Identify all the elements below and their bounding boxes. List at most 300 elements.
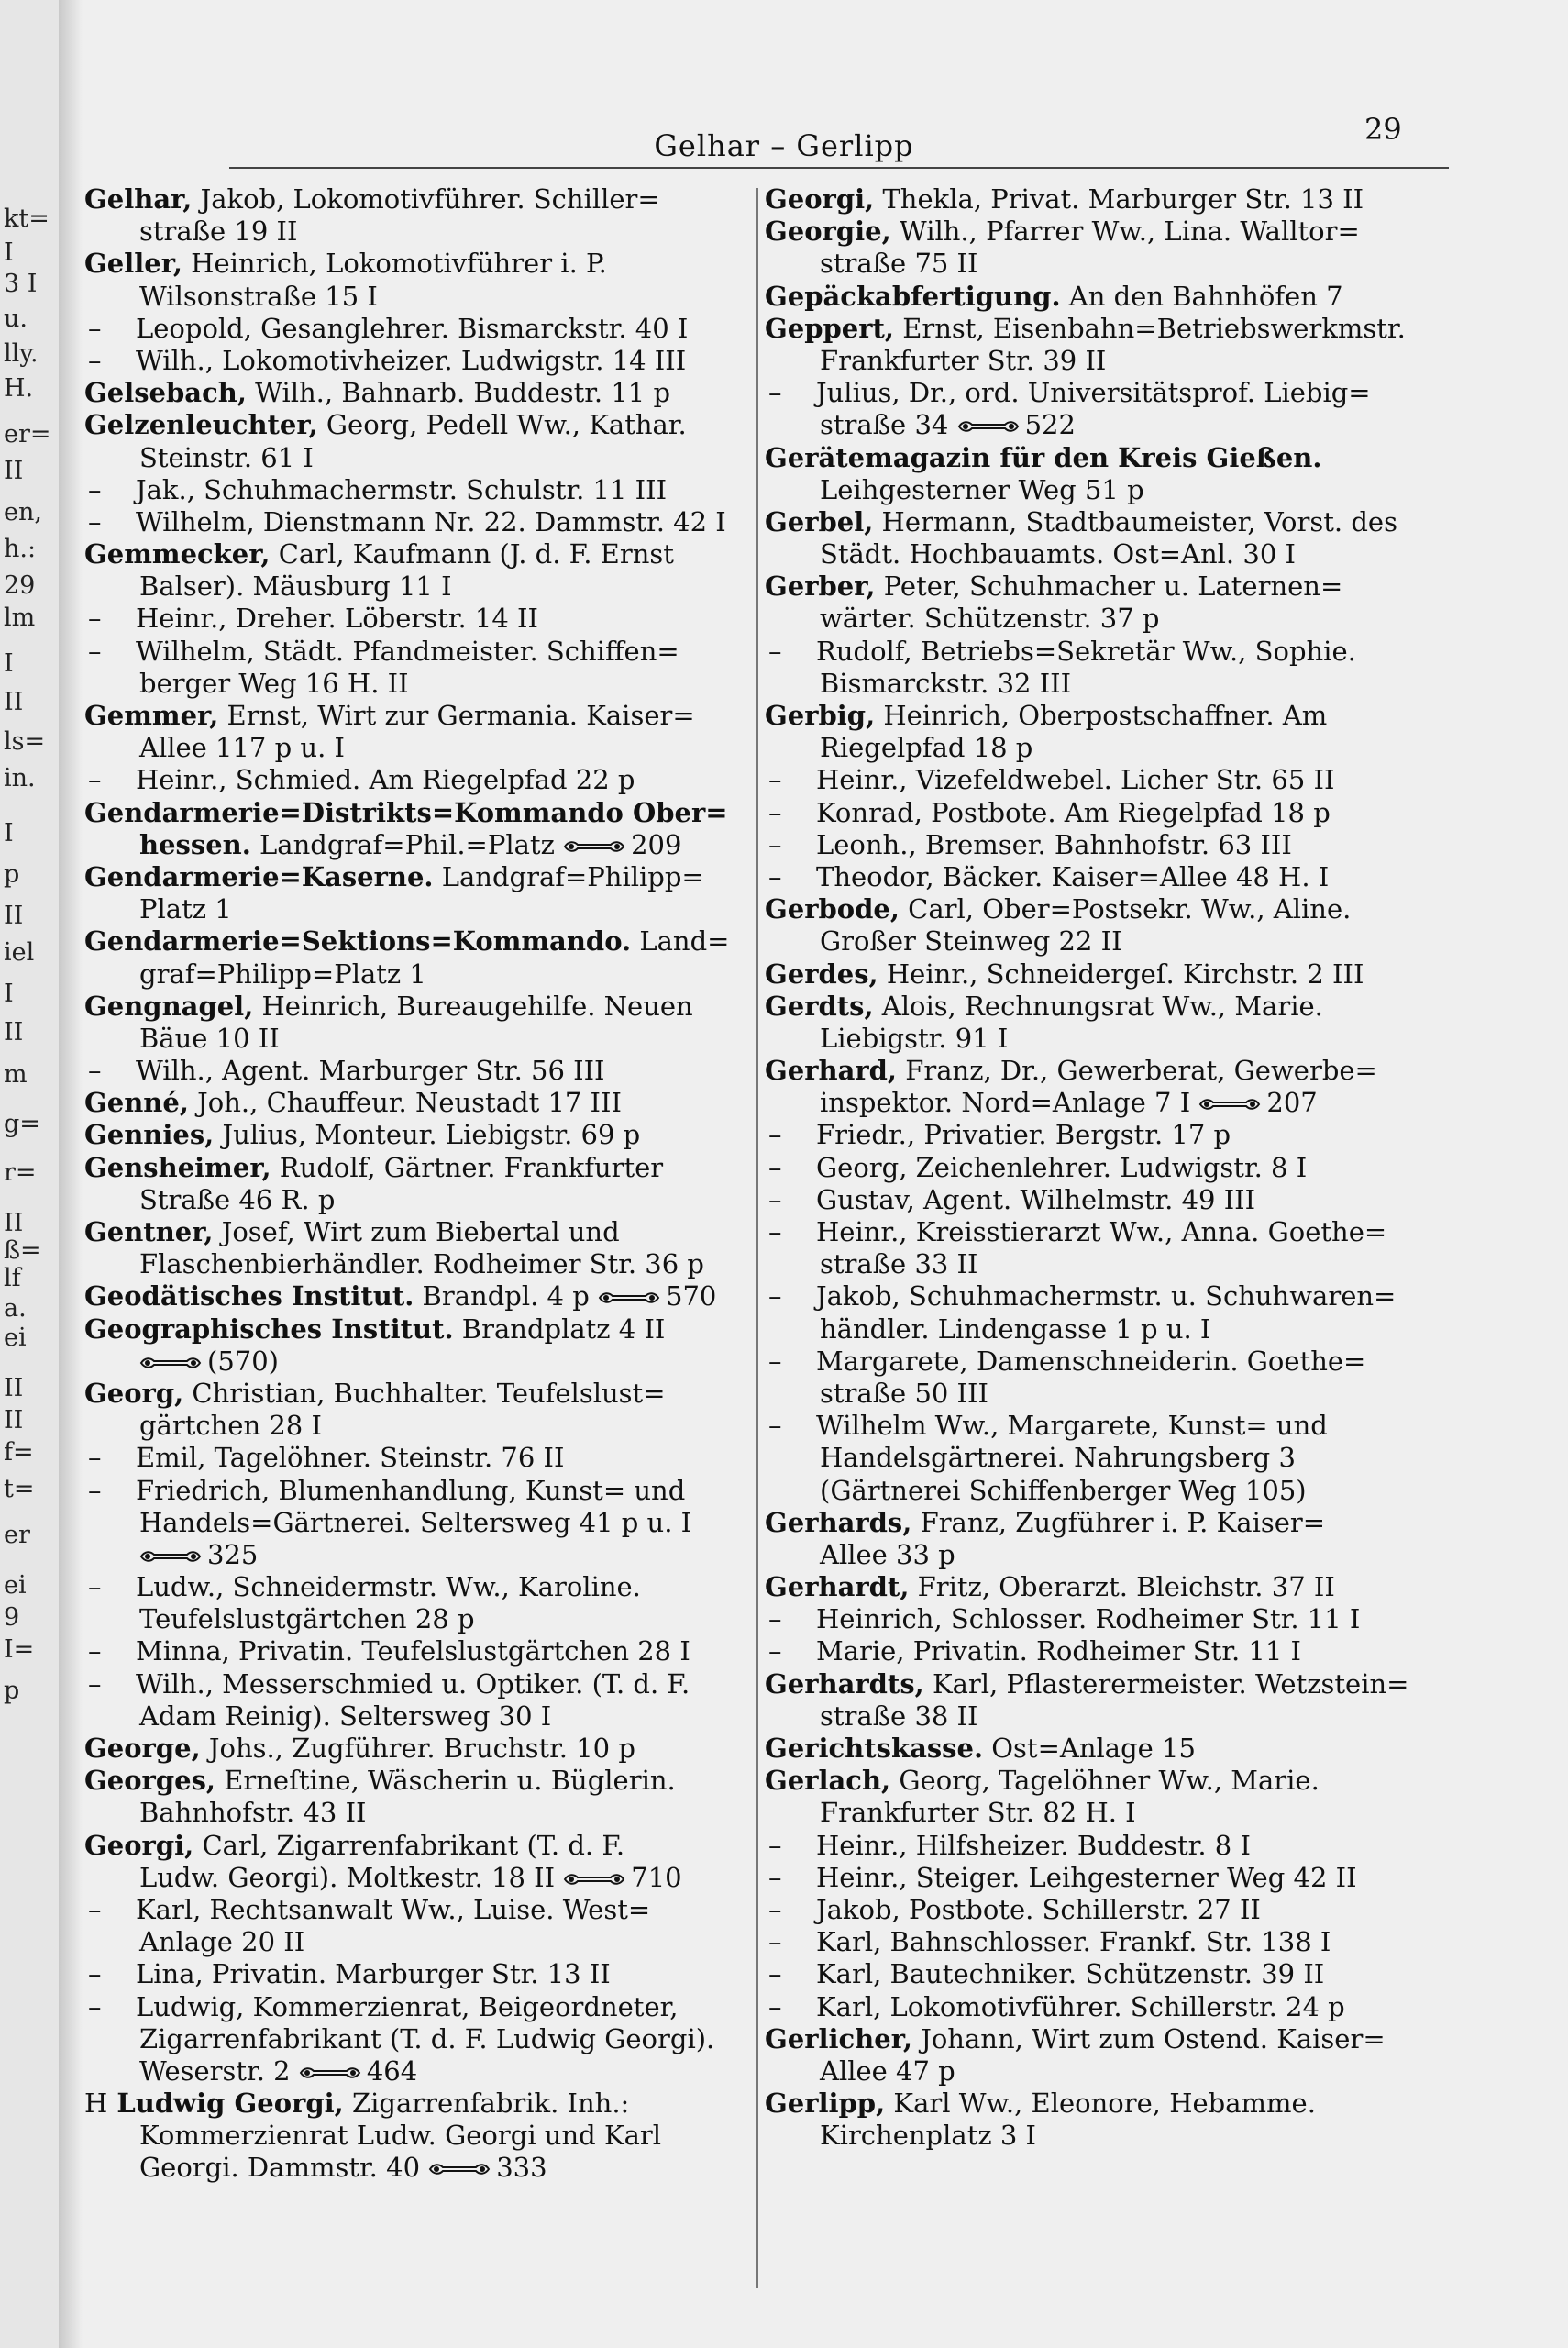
sub-entry-line xyxy=(765,764,1440,796)
directory-entry xyxy=(84,861,740,893)
repeat-dash: – xyxy=(768,1410,782,1442)
sub-entry-line xyxy=(765,797,1440,829)
phone-number: 209 xyxy=(631,828,682,860)
continuation-line xyxy=(765,1700,1440,1733)
entry-text: Heinrich, Bureaugehilfe. Neuen xyxy=(253,990,693,1022)
directory-entry xyxy=(765,958,1440,991)
previous-page-fragment: I xyxy=(4,649,14,678)
continuation-line xyxy=(84,1410,740,1442)
repeat-dash: – xyxy=(88,1667,102,1700)
entry-text: Wilh., Pfarrer Ww., Lina. Walltor= xyxy=(890,216,1360,248)
continuation-line xyxy=(84,668,740,700)
previous-page-fragment: I xyxy=(4,819,14,847)
entry-text: Leopold, Gesanglehrer. Bismarckstr. 40 I xyxy=(136,312,689,344)
telephone-icon xyxy=(139,1356,202,1370)
entry-name: hessen. xyxy=(139,828,251,860)
previous-page-fragment: II xyxy=(4,1018,24,1047)
sub-entry-line xyxy=(84,1635,740,1667)
phone-number: 207 xyxy=(1266,1087,1318,1119)
entry-text: Leonh., Bremser. Bahnhofstr. 63 III xyxy=(816,828,1292,860)
entry-text: Friedr., Privatier. Bergstr. 17 p xyxy=(816,1119,1231,1151)
sub-entry-line xyxy=(765,1830,1440,1862)
entry-text: Lina, Privatin. Marburger Str. 13 II xyxy=(136,1958,611,1990)
entry-text: Handels=Gärtnerei. Seltersweg 41 p u. I xyxy=(139,1506,692,1538)
entry-text: Fritz, Oberarzt. Bleichstr. 37 II xyxy=(909,1571,1335,1603)
continuation-line xyxy=(765,668,1440,700)
entry-text: Wilhelm, Städt. Pfandmeister. Schiffen= xyxy=(136,635,679,667)
entry-text: Frankfurter Str. 82 H. I xyxy=(820,1797,1136,1829)
sub-entry-line xyxy=(84,1958,740,1990)
repeat-dash: – xyxy=(768,796,782,828)
directory-entry xyxy=(765,570,1440,603)
entry-text: Karl Ww., Eleonore, Hebamme. xyxy=(885,2088,1316,2120)
entry-name: Gerhards, xyxy=(765,1506,912,1538)
entry-name: Gerichtskasse. xyxy=(765,1733,984,1764)
sub-entry-line xyxy=(84,345,740,377)
continuation-line xyxy=(84,1603,740,1635)
directory-entry xyxy=(765,991,1440,1023)
entry-name: Gerhardt, xyxy=(765,1571,910,1603)
directory-entry xyxy=(84,2088,740,2120)
entry-text: Flaschenbierhändler. Rodheimer Str. 36 p xyxy=(139,1248,704,1280)
directory-entry xyxy=(84,1087,740,1119)
directory-entry xyxy=(84,409,740,441)
entry-text: Karl, Rechtsanwalt Ww., Luise. West= xyxy=(136,1893,651,1925)
directory-entry xyxy=(84,1765,740,1797)
previous-page-fragment: kt= xyxy=(4,205,50,233)
entry-text: Zigarrenfabrikant (T. d. F. Ludwig Georgi). xyxy=(139,2022,715,2054)
entry-text: Jak., Schuhmachermstr. Schulstr. 11 III xyxy=(136,473,668,505)
repeat-dash: – xyxy=(88,603,102,635)
entry-name: Gerbode, xyxy=(765,893,900,925)
entry-text: Platz 1 xyxy=(139,893,232,925)
sub-entry-line xyxy=(84,506,740,538)
directory-entry xyxy=(765,2023,1440,2055)
entry-text: Allee 47 p xyxy=(820,2054,955,2087)
previous-page-fragment: f= xyxy=(4,1438,34,1467)
continuation-line xyxy=(765,2055,1440,2088)
previous-page-fragment: er xyxy=(4,1521,30,1549)
entry-text: Hermann, Stadtbaumeister, Vorst. des xyxy=(873,505,1397,537)
repeat-dash: – xyxy=(88,1635,102,1667)
continuation-line xyxy=(84,216,740,248)
sub-entry-line xyxy=(84,474,740,506)
previous-page-fragment: u. xyxy=(4,305,28,333)
continuation-line xyxy=(765,603,1440,635)
sub-entry-line xyxy=(765,1958,1440,1990)
repeat-dash: – xyxy=(88,1442,102,1474)
entry-text: Handelsgärtnerei. Nahrungsberg 3 xyxy=(820,1442,1296,1474)
entry-name: Gelzenleuchter, xyxy=(84,409,318,441)
previous-page-fragment: I= xyxy=(4,1635,35,1664)
previous-page-fragment: H. xyxy=(4,374,34,403)
repeat-dash: – xyxy=(768,828,782,860)
directory-entry xyxy=(84,700,740,732)
directory-entry xyxy=(84,538,740,570)
directory-entry xyxy=(765,442,1440,474)
continuation-line xyxy=(84,1926,740,1958)
entry-text: Heinr., Hilfsheizer. Buddestr. 8 I xyxy=(816,1829,1251,1861)
entry-text: Frankfurter Str. 39 II xyxy=(820,344,1107,376)
entry-text: Ernst, Wirt zur Germania. Kaiser= xyxy=(218,700,695,731)
sub-entry-line xyxy=(765,1862,1440,1894)
entry-text: Heinrich, Oberpostschaffner. Am xyxy=(875,700,1328,731)
entry-name: Gendarmerie=Sektions=Kommando. xyxy=(84,925,632,958)
entry-text: Carl, Kaufmann (J. d. F. Ernst xyxy=(270,538,674,570)
directory-entry xyxy=(84,1830,740,1862)
previous-page-fragment: ei xyxy=(4,1324,27,1352)
continuation-line xyxy=(765,1797,1440,1829)
directory-entry xyxy=(84,1733,740,1765)
directory-entry xyxy=(84,1280,740,1312)
previous-page-fragment: II xyxy=(4,1406,24,1434)
left-column xyxy=(84,183,740,2185)
telephone-icon xyxy=(598,1290,660,1305)
continuation-line xyxy=(765,1023,1440,1055)
continuation-line xyxy=(84,2152,740,2184)
entry-text: Landgraf=Philipp= xyxy=(433,860,704,892)
previous-page-fragment: m xyxy=(4,1060,28,1089)
entry-text: Kommerzienrat Ludw. Georgi und Karl xyxy=(139,2120,662,2152)
entry-text: Theodor, Bäcker. Kaiser=Allee 48 H. I xyxy=(816,860,1330,892)
entry-text: Kirchenplatz 3 I xyxy=(820,2120,1036,2152)
sub-entry-line xyxy=(765,1152,1440,1184)
entry-text: straße 38 II xyxy=(820,1700,978,1732)
sub-entry-line xyxy=(84,764,740,796)
entry-text: Allee 33 p xyxy=(820,1538,955,1570)
entry-text: (Gärtnerei Schiffenberger Weg 105) xyxy=(820,1474,1307,1506)
entry-text: Jakob, Schuhmachermstr. u. Schuhwaren= xyxy=(816,1280,1397,1312)
previous-page-fragment: lm xyxy=(4,604,36,632)
directory-entry xyxy=(765,1765,1440,1797)
repeat-dash: – xyxy=(768,860,782,892)
sub-entry-line xyxy=(84,1991,740,2023)
header-rule xyxy=(229,167,1449,169)
continuation-line xyxy=(765,925,1440,958)
entry-text: Zigarrenfabrik. Inh.: xyxy=(343,2088,630,2120)
previous-page-fragment: 29 xyxy=(4,571,36,600)
entry-text: Josef, Wirt zum Biebertal und xyxy=(213,1216,620,1247)
repeat-dash: – xyxy=(88,473,102,505)
directory-entry xyxy=(765,313,1440,345)
entry-name: Georgie, xyxy=(765,216,891,248)
previous-page-fragment: I xyxy=(4,980,14,1008)
sub-entry-line xyxy=(765,1184,1440,1216)
entry-text: Georg, Pedell Ww., Kathar. xyxy=(317,409,687,441)
entry-text: Franz, Dr., Gewerberat, Gewerbe= xyxy=(897,1055,1377,1087)
previous-page-fragment: h.: xyxy=(4,535,37,563)
repeat-dash: – xyxy=(768,1280,782,1312)
entry-name: Gerbel, xyxy=(765,505,874,537)
repeat-dash: – xyxy=(88,312,102,344)
entry-text: wärter. Schützenstr. 37 p xyxy=(820,603,1160,635)
directory-entry xyxy=(84,925,740,958)
sub-entry-line xyxy=(765,1346,1440,1378)
continuation-line xyxy=(765,409,1440,441)
page-number: 29 xyxy=(1364,112,1402,147)
continuation-line xyxy=(84,2120,740,2152)
entry-name: Gerlach, xyxy=(765,1765,891,1797)
previous-page-fragment: ei xyxy=(4,1571,27,1600)
directory-entry xyxy=(765,506,1440,538)
directory-entry xyxy=(84,248,740,280)
entry-text: Anlage 20 II xyxy=(139,1926,305,1958)
entry-name: Gendarmerie=Distrikts=Kommando Ober= xyxy=(84,796,728,828)
repeat-dash: – xyxy=(768,1151,782,1183)
entry-text: straße 33 II xyxy=(820,1248,978,1280)
entry-text: Ost=Anlage 15 xyxy=(983,1733,1196,1764)
sub-entry-line xyxy=(765,829,1440,861)
repeat-dash: – xyxy=(768,1893,782,1925)
repeat-dash: – xyxy=(768,1926,782,1958)
entry-text: Bahnhofstr. 43 II xyxy=(139,1797,367,1829)
column-divider xyxy=(756,188,758,2288)
telephone-icon xyxy=(563,839,625,854)
sub-entry-line xyxy=(84,1442,740,1474)
telephone-icon xyxy=(563,1872,625,1887)
entry-text: Christian, Buchhalter. Teufelslust= xyxy=(183,1377,666,1409)
entry-text: Heinr., Kreisstierarzt Ww., Anna. Goethe= xyxy=(816,1216,1387,1247)
repeat-dash: – xyxy=(768,1829,782,1861)
repeat-dash: – xyxy=(768,1119,782,1151)
continuation-line xyxy=(84,1700,740,1733)
sub-entry-line xyxy=(84,1894,740,1926)
entry-text: Adam Reinig). Seltersweg 30 I xyxy=(139,1700,552,1732)
repeat-dash: – xyxy=(768,1635,782,1667)
previous-page-fragment: 3 I xyxy=(4,270,38,298)
entry-name: Ludwig Georgi, xyxy=(107,2088,344,2120)
entry-name: Gentner, xyxy=(84,1216,214,1247)
sub-entry-line xyxy=(765,377,1440,409)
directory-entry xyxy=(84,1378,740,1410)
entry-text: Allee 117 p u. I xyxy=(139,732,345,764)
entry-text: Bäue 10 II xyxy=(139,1022,280,1054)
sub-entry-line xyxy=(84,1668,740,1700)
entry-text: Carl, Ober=Postsekr. Ww., Aline. xyxy=(899,893,1352,925)
continuation-line xyxy=(84,442,740,474)
entry-text: inspektor. Nord=Anlage 7 I xyxy=(820,1087,1191,1119)
directory-entry xyxy=(84,1313,740,1346)
entry-text: Georg, Tagelöhner Ww., Marie. xyxy=(890,1765,1320,1797)
entry-text: straße 34 xyxy=(820,409,949,441)
directory-entry xyxy=(84,183,740,216)
entry-name: Georg, xyxy=(84,1377,184,1409)
continuation-line xyxy=(84,1797,740,1829)
directory-entry xyxy=(84,1216,740,1248)
entry-text: Julius, Dr., ord. Universitätsprof. Liebig= xyxy=(816,377,1371,409)
continuation-line xyxy=(84,1023,740,1055)
entry-text: Karl, Bahnschlosser. Frankf. Str. 138 I xyxy=(816,1926,1331,1958)
entry-name: Gemmecker, xyxy=(84,538,271,570)
previous-page-fragment: II xyxy=(4,457,24,485)
entry-text: Karl, Pflasterermeister. Wetzstein= xyxy=(923,1667,1409,1700)
continuation-line xyxy=(765,1539,1440,1571)
continuation-line xyxy=(84,1184,740,1216)
entry-text: Karl, Lokomotivführer. Schillerstr. 24 p xyxy=(816,1990,1345,2022)
directory-entry xyxy=(765,2088,1440,2120)
repeat-dash: – xyxy=(768,1603,782,1635)
entry-text: Heinrich, Schlosser. Rodheimer Str. 11 I xyxy=(816,1603,1361,1635)
entry-text: Brandpl. 4 p xyxy=(414,1280,590,1312)
previous-page-fragment: I xyxy=(4,238,14,267)
entry-text: Wilh., Agent. Marburger Str. 56 III xyxy=(136,1055,605,1087)
continuation-line xyxy=(84,1862,740,1894)
entry-text: Franz, Zugführer i. P. Kaiser= xyxy=(911,1506,1326,1538)
sub-entry-line xyxy=(84,1571,740,1603)
entry-text: Land= xyxy=(631,925,730,958)
continuation-line xyxy=(765,732,1440,764)
entry-text: Balser). Mäusburg 11 I xyxy=(139,570,452,603)
entry-text: Carl, Zigarrenfabrikant (T. d. F. xyxy=(193,1829,625,1861)
entry-name: Geller, xyxy=(84,248,182,280)
continuation-line xyxy=(765,538,1440,570)
continuation-line xyxy=(765,345,1440,377)
continuation-line xyxy=(765,2120,1440,2152)
repeat-dash: – xyxy=(768,764,782,796)
telephone-icon xyxy=(957,419,1020,434)
phone-number: 325 xyxy=(207,1538,259,1570)
entry-text: Heinr., Schmied. Am Riegelpfad 22 p xyxy=(136,764,635,796)
continuation-line xyxy=(84,1248,740,1280)
entry-text: Thekla, Privat. Marburger Str. 13 II xyxy=(874,183,1364,215)
repeat-dash: – xyxy=(88,1474,102,1506)
entry-text: Jakob, Lokomotivführer. Schiller= xyxy=(192,183,660,215)
entry-name: Gerätemagazin für den Kreis Gießen. xyxy=(765,441,1322,473)
continuation-line xyxy=(765,1313,1440,1346)
entry-text: Landgraf=Phil.=Platz xyxy=(250,828,555,860)
entry-text: berger Weg 16 H. II xyxy=(139,667,409,699)
entry-text: Wilh., Bahnarb. Buddestr. 11 p xyxy=(246,377,671,409)
phone-number: 464 xyxy=(366,2054,418,2087)
entry-text: gärtchen 28 I xyxy=(139,1410,322,1442)
telephone-icon xyxy=(1198,1097,1261,1112)
sub-entry-line xyxy=(765,1894,1440,1926)
entry-name: Gendarmerie=Kaserne. xyxy=(84,860,434,892)
entry-text: Städt. Hochbauamts. Ost=Anl. 30 I xyxy=(820,538,1296,570)
sub-entry-line xyxy=(84,636,740,668)
continuation-line xyxy=(84,732,740,764)
continuation-line xyxy=(765,474,1440,506)
entry-text: Marie, Privatin. Rodheimer Str. 11 I xyxy=(816,1635,1302,1667)
repeat-dash: – xyxy=(768,1861,782,1893)
entry-name: Gelhar, xyxy=(84,183,193,215)
entry-text: Steinstr. 61 I xyxy=(139,441,314,473)
telephone-icon xyxy=(299,2066,361,2080)
repeat-dash: – xyxy=(88,1893,102,1925)
directory-entry xyxy=(84,1152,740,1184)
entry-text: Johann, Wirt zum Ostend. Kaiser= xyxy=(912,2022,1386,2054)
entry-text: Gustav, Agent. Wilhelmstr. 49 III xyxy=(816,1183,1256,1215)
telephone-icon xyxy=(139,1549,202,1564)
directory-entry xyxy=(765,281,1440,313)
previous-page-edge xyxy=(0,0,61,2348)
entry-text: Leihgesterner Weg 51 p xyxy=(820,473,1144,505)
previous-page-fragment: p xyxy=(4,860,20,889)
entry-text: straße 75 II xyxy=(820,248,978,280)
entry-name: Gerlicher, xyxy=(765,2022,912,2054)
previous-page-fragment: lf xyxy=(4,1264,21,1292)
entry-text: Erneſtine, Wäscherin u. Büglerin. xyxy=(215,1765,676,1797)
entry-text: straße 50 III xyxy=(820,1377,988,1409)
entry-text: Konrad, Postbote. Am Riegelpfad 18 p xyxy=(816,796,1331,828)
previous-page-fragment: er= xyxy=(4,420,51,449)
entry-name: George, xyxy=(84,1733,201,1764)
entry-text: Wilh., Messerschmied u. Optiker. (T. d. F. xyxy=(136,1667,690,1700)
entry-text: Minna, Privatin. Teufelslustgärtchen 28 I xyxy=(136,1635,690,1667)
previous-page-fragment: lly. xyxy=(4,339,39,368)
repeat-dash: – xyxy=(768,1216,782,1247)
directory-entry xyxy=(765,1733,1440,1765)
continuation-line xyxy=(84,829,740,861)
entry-text: Ludw., Schneidermstr. Ww., Karoline. xyxy=(136,1571,641,1603)
entry-name: Gennies, xyxy=(84,1119,215,1151)
entry-text: Rudolf, Gärtner. Frankfurter xyxy=(271,1151,664,1183)
previous-page-fragment: ß= xyxy=(4,1236,41,1265)
entry-text: Straße 46 R. p xyxy=(139,1183,336,1215)
repeat-dash: – xyxy=(768,1958,782,1990)
repeat-dash: – xyxy=(88,635,102,667)
sub-entry-line xyxy=(765,1635,1440,1667)
previous-page-fragment: en, xyxy=(4,498,42,526)
previous-page-fragment: t= xyxy=(4,1475,35,1503)
repeat-dash: – xyxy=(768,1990,782,2022)
repeat-dash: – xyxy=(88,1958,102,1990)
entry-text: Heinr., Vizefeldwebel. Licher Str. 65 II xyxy=(816,764,1335,796)
entry-name: Geppert, xyxy=(765,312,894,344)
entry-name: Gerhard, xyxy=(765,1055,898,1087)
directory-entry xyxy=(84,377,740,409)
repeat-dash: – xyxy=(88,344,102,376)
entry-text: Liebigstr. 91 I xyxy=(820,1022,1009,1054)
entry-name: Georges, xyxy=(84,1765,215,1797)
continuation-line xyxy=(84,570,740,603)
sub-entry-line xyxy=(765,1991,1440,2023)
continuation-line xyxy=(84,2023,740,2055)
entry-text: Wilhelm Ww., Margarete, Kunst= und xyxy=(816,1410,1328,1442)
entry-text: Alois, Rechnungsrat Ww., Marie. xyxy=(873,990,1323,1022)
entry-name: Gelsebach, xyxy=(84,377,247,409)
previous-page-fragment: II xyxy=(4,688,24,716)
previous-page-fragment: II xyxy=(4,1209,24,1237)
continuation-line xyxy=(84,2055,740,2088)
entry-prefix: H xyxy=(84,2088,108,2120)
entry-name: Georgi, xyxy=(765,183,875,215)
continuation-line xyxy=(765,1248,1440,1280)
entry-text: Ernst, Eisenbahn=Betriebswerkmstr. xyxy=(894,312,1406,344)
entry-text: Großer Steinweg 22 II xyxy=(820,925,1122,958)
previous-page-fragment: 9 xyxy=(4,1603,20,1632)
directory-entry xyxy=(84,797,740,829)
entry-text: Joh., Chauffeur. Neustadt 17 III xyxy=(188,1087,622,1119)
entry-name: Georgi, xyxy=(84,1829,194,1861)
phone-number: 522 xyxy=(1024,409,1076,441)
continuation-line xyxy=(84,1539,740,1571)
sub-entry-line xyxy=(765,1603,1440,1635)
entry-text: Bismarckstr. 32 III xyxy=(820,667,1072,699)
sub-entry-line xyxy=(84,603,740,635)
entry-text: Wilh., Lokomotivheizer. Ludwigstr. 14 III xyxy=(136,344,687,376)
phone-number: 333 xyxy=(496,2152,547,2184)
entry-name: Geographisches Institut. xyxy=(84,1312,454,1345)
page-title: Gelhar – Gerlipp xyxy=(654,128,914,163)
phone-number: 570 xyxy=(666,1280,717,1312)
repeat-dash: – xyxy=(88,764,102,796)
entry-text: Wilhelm, Dienstmann Nr. 22. Dammstr. 42 I xyxy=(136,505,726,537)
entry-name: Gepäckabfertigung. xyxy=(765,280,1061,312)
previous-page-fragment: g= xyxy=(4,1110,40,1138)
repeat-dash: – xyxy=(768,635,782,667)
entry-name: Gerber, xyxy=(765,570,876,603)
